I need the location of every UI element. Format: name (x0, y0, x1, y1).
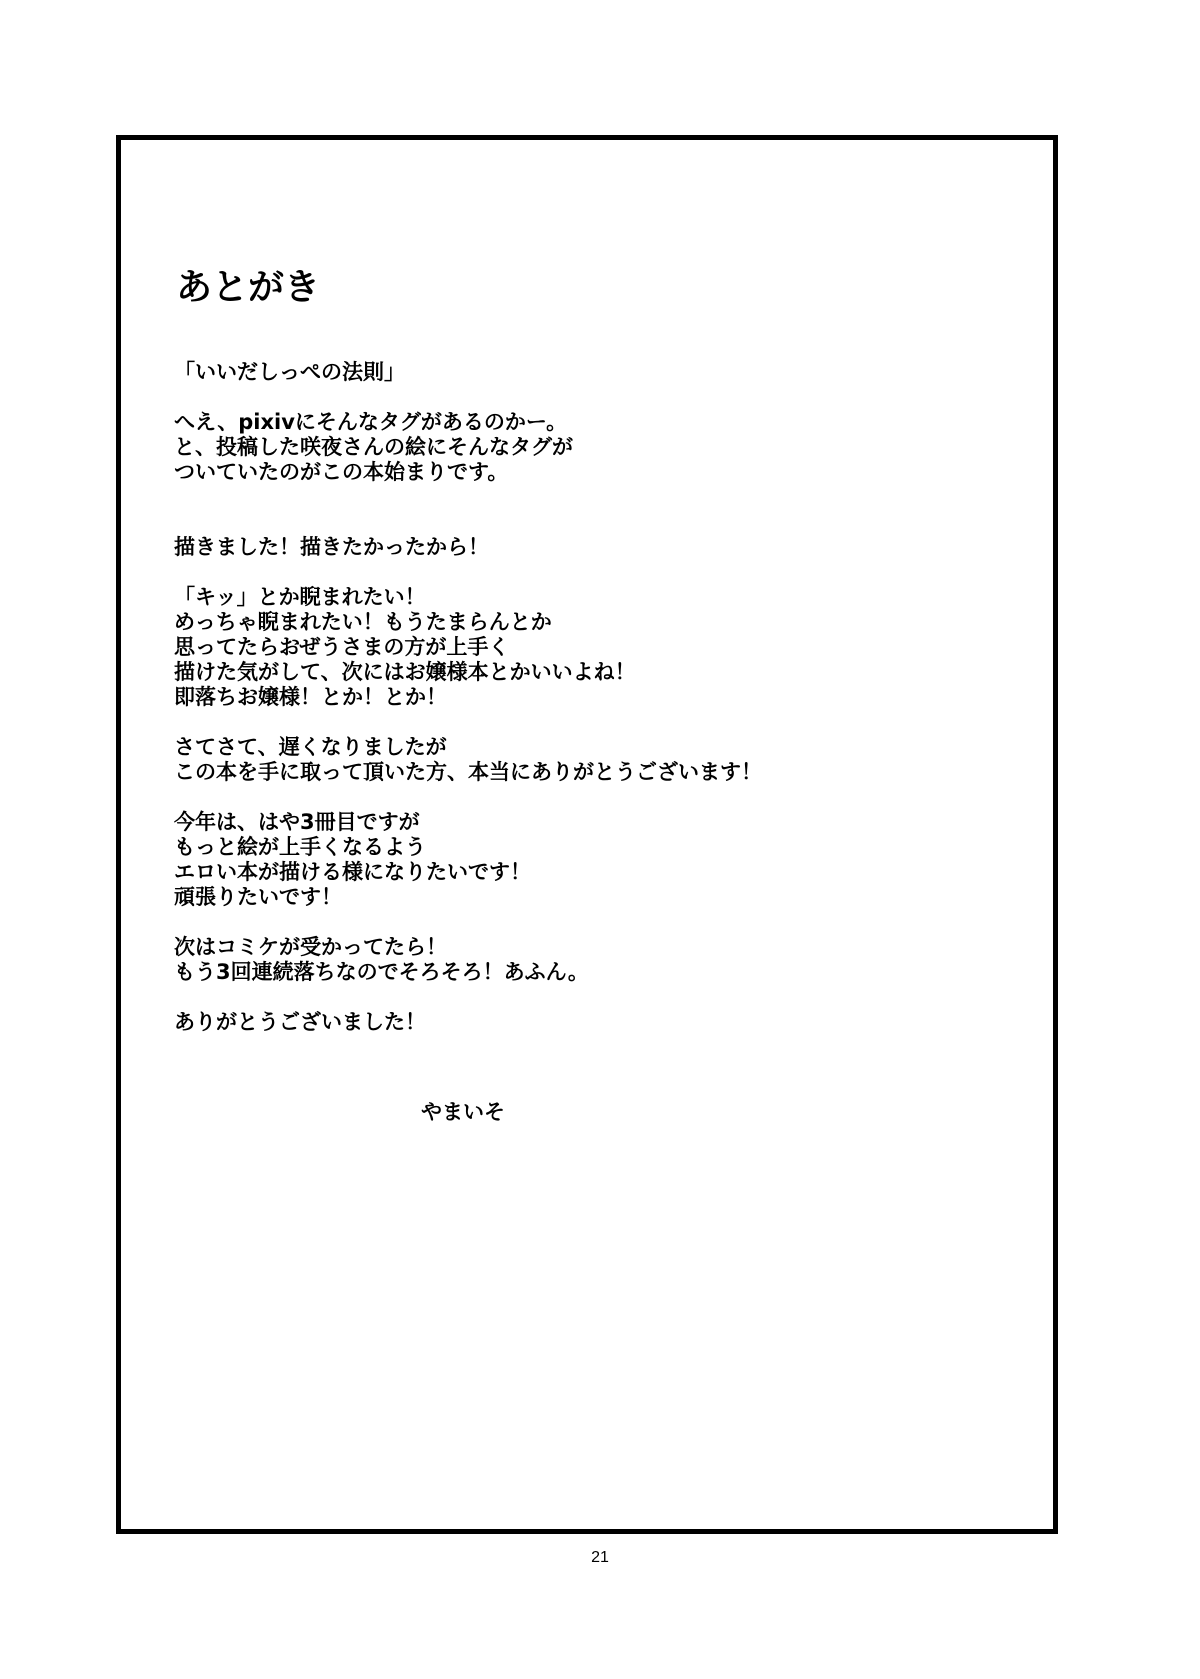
page-number: 21 (591, 1549, 609, 1566)
paragraph-4 (174, 585, 1034, 710)
text-line: 描きました！描きたかったから！ (174, 535, 489, 559)
text-line: 頑張りたいです！ (174, 885, 342, 909)
text-line: ありがとうございました！ (174, 1010, 426, 1034)
text-line: 「キッ」とか睨まれたい！ (174, 585, 426, 609)
paragraph-5 (174, 735, 1034, 785)
text-line: へえ、pixivにそんなタグがあるのかー。 (174, 410, 568, 434)
text-line: もう3回連続落ちなのでそろそろ！あふん。 (174, 960, 589, 984)
text-line: 「いいだしっぺの法則」 (174, 360, 405, 384)
text-line: 描けた気がして、次にはお嬢様本とかいいよね！ (174, 660, 636, 684)
text-line: もっと絵が上手くなるよう (174, 835, 426, 859)
text-line: 次はコミケが受かってたら！ (174, 935, 447, 959)
paragraph-7 (174, 935, 1034, 985)
text-line: 思ってたらおぜうさまの方が上手く (174, 635, 510, 659)
text-line: エロい本が描ける様になりたいです！ (174, 860, 531, 884)
afterword-body (174, 360, 1034, 1035)
text-line: めっちゃ睨まれたい！もうたまらんとか (174, 610, 552, 634)
paragraph-3 (174, 535, 1034, 560)
text-line: と、投稿した咲夜さんの絵にそんなタグが (174, 435, 573, 459)
paragraph-1 (174, 360, 1034, 385)
paragraph-8 (174, 1010, 1034, 1035)
paragraph-6 (174, 810, 1034, 910)
text-line: この本を手に取って頂いた方、本当にありがとうございます！ (174, 760, 762, 784)
author-signature: やまいそ (421, 1100, 505, 1124)
paragraph-2 (174, 410, 1034, 485)
text-line: 即落ちお嬢様！とか！とか！ (174, 685, 447, 709)
page-title: あとがき (176, 267, 321, 308)
text-line: さてさて、遅くなりましたが (174, 735, 447, 759)
text-line: 今年は、はや3冊目ですが (174, 810, 420, 834)
text-line: ついていたのがこの本始まりです。 (174, 460, 509, 484)
